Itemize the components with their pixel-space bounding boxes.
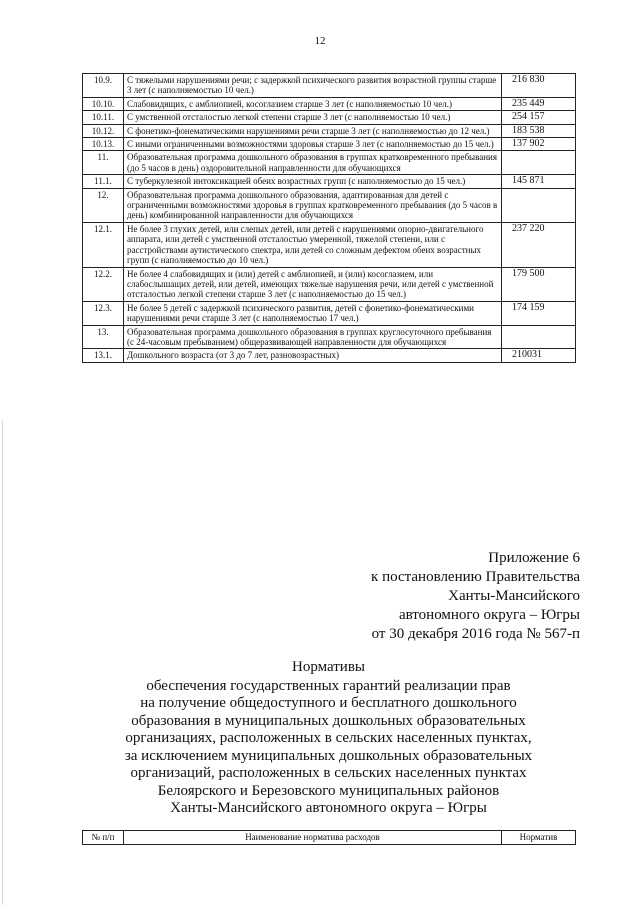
table-row: [83, 267, 576, 301]
row-value-cell: [502, 188, 576, 222]
row-value-cell: 137 902: [502, 138, 576, 151]
row-number-cell: 11.: [83, 151, 124, 175]
appendix-line: автономного округа – Югры: [398, 607, 580, 623]
title-heading: Нормативы: [291, 659, 365, 675]
row-number-cell: 10.10.: [83, 97, 124, 110]
title-line: за исключением муниципальных дошкольных образовательных: [124, 747, 533, 764]
row-number-cell: 12.1.: [83, 222, 124, 267]
row-value-cell: 254 157: [502, 111, 576, 124]
title-line: организациях, расположенных в сельских населенных пунктах,: [125, 730, 532, 746]
title-line: организаций, расположенных в сельских населенных пунктах: [130, 765, 527, 781]
row-name-cell: Не более 4 слабовидящих и (или) детей с амблиопией, и (или) косоглазием, или слабослышащих детей, или детей, имеющих тяжелые нарушения речи, или детей с умственной отсталостью легкой степени старше 3 лет (с наполняемостью до 15 чел.): [124, 267, 502, 301]
row-name-cell: Слабовидящих, с амблиопией, косоглазием старше 3 лет (с наполняемостью 10 чел.): [124, 97, 502, 110]
table-row: [83, 188, 576, 222]
row-number-cell: 10.13.: [83, 138, 124, 151]
row-number-cell: 10.9.: [83, 74, 124, 98]
page-number: 12: [314, 35, 326, 47]
table-row: [83, 74, 576, 98]
row-name-cell: С иными ограниченными возможностями здоровья старше 3 лет (с наполняемостью до 15 чел.): [124, 138, 502, 151]
row-value-cell: [502, 325, 576, 349]
scan-edge-line: [2, 420, 3, 905]
row-value-cell: 174 159: [502, 301, 576, 325]
row-name-cell: Не более 5 детей с задержкой психического развития, детей с фонетико-фонематическими нарушениями речи старше 3 лет (с наполняемостью 17 чел.): [124, 301, 502, 325]
row-name-cell: С фонетико-фонематическими нарушениями речи старше 3 лет (с наполняемостью до 12 чел.): [124, 124, 502, 137]
table-row: [83, 175, 576, 188]
row-value-cell: 237 220: [502, 222, 576, 267]
header-table: [82, 830, 576, 845]
row-name-cell: С тяжелыми нарушениями речи; с задержкой психического развития возрастной группы старше 3 лет (с наполняемостью 10 чел.): [124, 74, 502, 98]
row-value-cell: 216 830: [502, 74, 576, 98]
row-name-cell: Не более 3 глухих детей, или слепых детей, или детей с нарушениями опорно-двигательного аппарата, или детей с умственной отсталостью умеренной, тяжелой степени, или с расстройствами аутистического спектра, или детей со сложным дефектом обеих возрастных групп (с наполняемостью до 10 чел.): [124, 222, 502, 267]
title-line: Белоярского и Березовского муниципальных районов: [157, 782, 500, 799]
table-row: [83, 97, 576, 110]
row-name-cell: Образовательная программа дошкольного образования в группах круглосуточного пребывания (с 24-часовым пребыванием) общеразвивающей направленности для обучающихся: [124, 325, 502, 349]
header-num-cell: № п/п: [83, 831, 124, 845]
appendix-line: Ханты-Мансийского: [448, 588, 580, 604]
header-row: [83, 831, 576, 845]
table-row: [83, 325, 576, 349]
table-row: [83, 111, 576, 124]
norms-table-body: [83, 74, 576, 363]
row-value-cell: 183 538: [502, 124, 576, 137]
row-number-cell: 11.1.: [83, 175, 124, 188]
appendix-block: [371, 549, 580, 644]
row-number-cell: 13.: [83, 325, 124, 349]
table-row: [83, 222, 576, 267]
row-value-cell: [502, 151, 576, 175]
norms-table: [82, 73, 576, 363]
row-name-cell: Дошкольного возраста (от 3 до 7 лет, разновозрастных): [124, 349, 502, 362]
row-name-cell: С туберкулезной интоксикацией обеих возрастных групп (с наполняемостью до 15 чел.): [124, 175, 502, 188]
header-norm-cell: Норматив: [502, 831, 576, 845]
row-value-cell: 235 449: [502, 97, 576, 110]
title-line: Ханты-Мансийского автономного округа – Югры: [170, 800, 487, 816]
row-number-cell: 10.11.: [83, 111, 124, 124]
table-row: [83, 124, 576, 137]
appendix-line: Приложение 6: [488, 550, 580, 566]
row-name-cell: Образовательная программа дошкольного образования в группах кратковременного пребывания (до 5 часов в день) оздоровительной направленности для обучающихся: [124, 151, 502, 175]
appendix-line: к постановлению Правительства: [371, 569, 580, 585]
row-value-cell: 210031: [502, 349, 576, 362]
title-line: обеспечения государственных гарантий реализации прав: [146, 677, 511, 694]
table-row: [83, 349, 576, 362]
table-row: [83, 301, 576, 325]
title-line: на получение общедоступного и бесплатного дошкольного: [140, 695, 517, 711]
header-name-cell: Наименование норматива расходов: [124, 831, 502, 845]
row-number-cell: 12.3.: [83, 301, 124, 325]
appendix-line: от 30 декабря 2016 года № 567-п: [371, 626, 580, 642]
row-number-cell: 13.1.: [83, 349, 124, 362]
table-row: [83, 151, 576, 175]
row-value-cell: 145 871: [502, 175, 576, 188]
table-row: [83, 138, 576, 151]
row-number-cell: 10.12.: [83, 124, 124, 137]
row-number-cell: 12.2.: [83, 267, 124, 301]
title-line: образования в муниципальных дошкольных образовательных: [131, 712, 526, 729]
row-name-cell: С умственной отсталостью легкой степени старше 3 лет (с наполняемостью 10 чел.): [124, 111, 502, 124]
row-name-cell: Образовательная программа дошкольного образования, адаптированная для детей с ограниченными возможностями здоровья в группах кратковременного пребывания (до 5 часов в день) комбинированной направленности для обучающихся: [124, 188, 502, 222]
row-value-cell: 179 500: [502, 267, 576, 301]
document-title: [82, 659, 575, 818]
row-number-cell: 12.: [83, 188, 124, 222]
